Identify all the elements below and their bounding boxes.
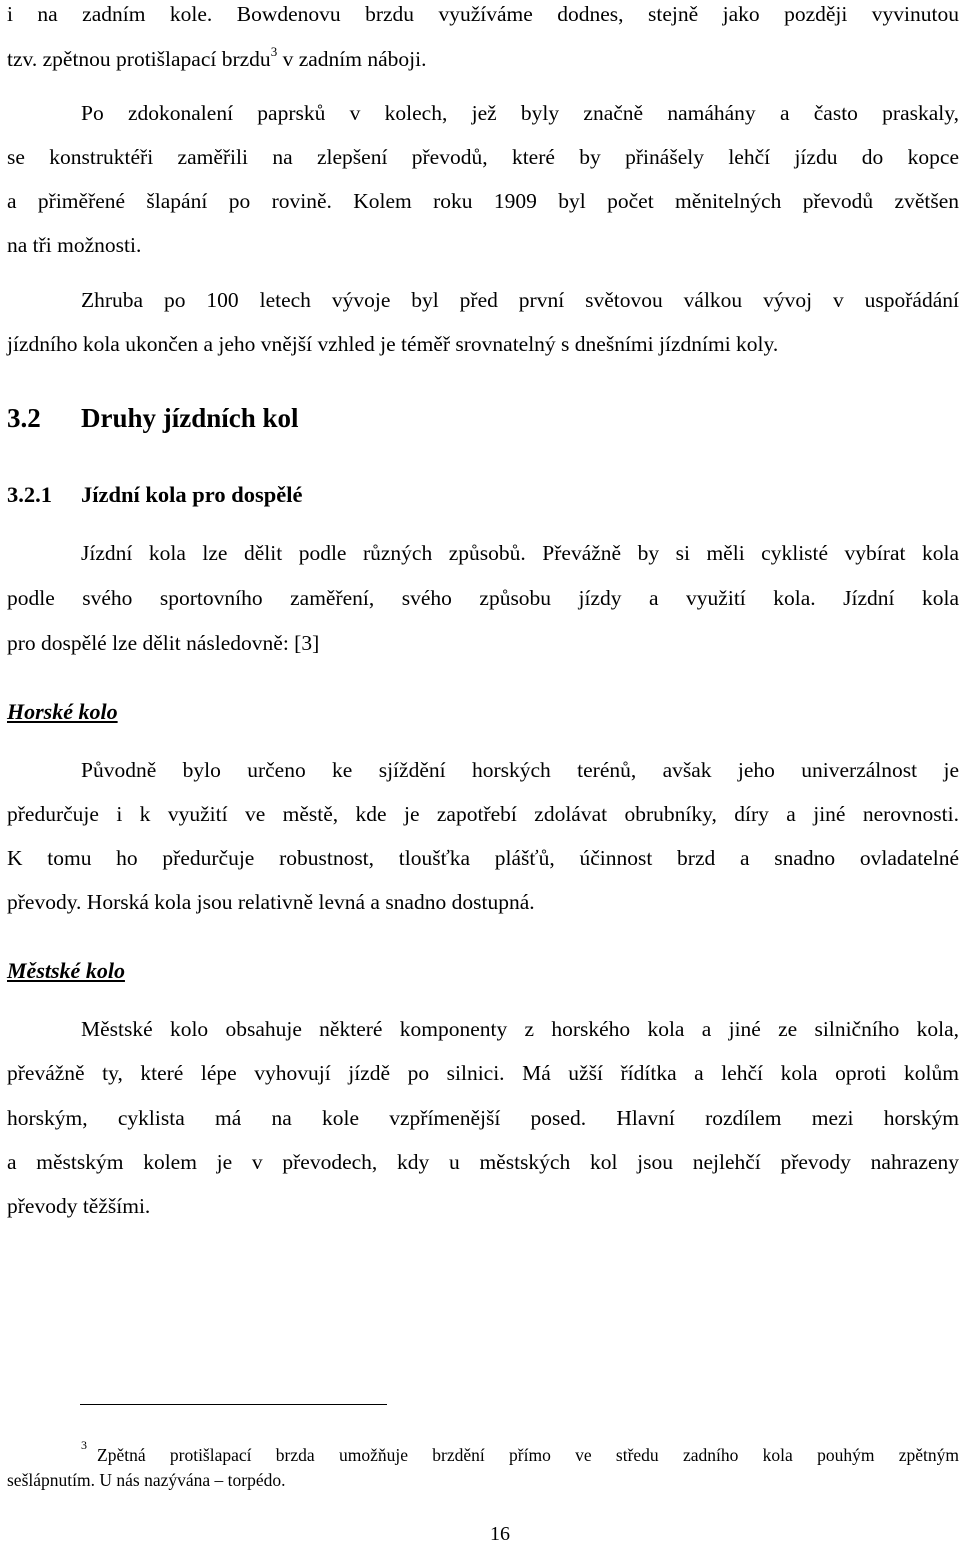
section-number: 3.2 — [7, 403, 41, 433]
paragraph-line: Zhruba po 100 letech vývoje byl před první světovou válkou vývoj v uspořádání — [81, 288, 959, 312]
subsection-heading — [7, 481, 303, 509]
paragraph-line: Jízdní kola lze dělit podle různých způsobů. Převážně by si měli cyklisté vybírat kola — [81, 541, 959, 565]
page-number: 16 — [490, 1523, 510, 1545]
paragraph-line: se konstruktéři zaměřili na zlepšení převodů, které by přinášely lehčí jízdu do kopce — [7, 145, 959, 169]
paragraph-line: horským, cyklista má na kole vzpřímenější posed. Hlavní rozdílem mezi horským — [7, 1106, 959, 1130]
section-heading — [7, 402, 299, 434]
paragraph-line: a přiměřené šlapání po rovině. Kolem roku 1909 byl počet měnitelných převodů zvětšen — [7, 189, 959, 213]
subsection-number: 3.2.1 — [7, 482, 52, 507]
paragraph-line: podle svého sportovního zaměření, svého způsobu jízdy a využití kola. Jízdní kola — [7, 586, 959, 610]
paragraph-line: na tři možnosti. — [7, 233, 142, 257]
section-title: Druhy jízdních kol — [81, 403, 299, 433]
paragraph-line: Původně bylo určeno ke sjíždění horských terénů, avšak jeho univerzálnost je — [81, 758, 959, 782]
paragraph-line: převody. Horská kola jsou relativně levná a snadno dostupná. — [7, 890, 535, 914]
subsection-title: Jízdní kola pro dospělé — [81, 482, 303, 507]
paragraph-line: převody těžšími. — [7, 1194, 151, 1218]
paragraph-line: i na zadním kole. Bowdenovu brzdu využíváme dodnes, stejně jako později vyvinutou — [7, 2, 959, 26]
paragraph-line: pro dospělé lze dělit následovně: [3] — [7, 631, 320, 655]
footnote-number: 3 — [81, 1438, 87, 1452]
paragraph-line: předurčuje i k využití ve městě, kde je zapotřebí zdolávat obrubníky, díry a jiné nerovnosti. — [7, 802, 959, 826]
footnote-line: sešlápnutím. U nás nazývána – torpédo. — [7, 1470, 286, 1490]
footnote-line: Zpětná protišlapací brzda umožňuje brzdění přímo ve středu zadního kola pouhým zpětným — [97, 1445, 959, 1465]
paragraph-line: K tomu ho předurčuje robustnost, tloušťka plášťů, účinnost brzd a snadno ovladatelné — [7, 846, 959, 870]
paragraph-line: Městské kolo obsahuje některé komponenty z horského kola a jiné ze silničního kola, — [81, 1017, 959, 1041]
subheading-horske-kolo: Horské kolo — [7, 699, 118, 724]
text-span: v zadním náboji. — [277, 47, 427, 71]
paragraph-line — [7, 43, 959, 72]
text-span: tzv. zpětnou protišlapací brzdu — [7, 47, 271, 71]
paragraph-line: a městským kolem je v převodech, kdy u městských kol jsou nejlehčí převody nahrazeny — [7, 1150, 959, 1174]
paragraph-line: jízdního kola ukončen a jeho vnější vzhled je téměř srovnatelný s dnešními jízdními koly. — [7, 332, 779, 356]
subheading-mestske-kolo: Městské kolo — [7, 958, 125, 983]
paragraph-line: převážně ty, které lépe vyhovují jízdě po silnici. Má užší řídítka a lehčí kola oproti kolům — [7, 1061, 959, 1085]
paragraph-line: Po zdokonalení paprsků v kolech, jež byly značně namáhány a často praskaly, — [81, 101, 959, 125]
footnote-reference: 3 — [270, 43, 278, 59]
footnote-separator — [80, 1404, 387, 1405]
